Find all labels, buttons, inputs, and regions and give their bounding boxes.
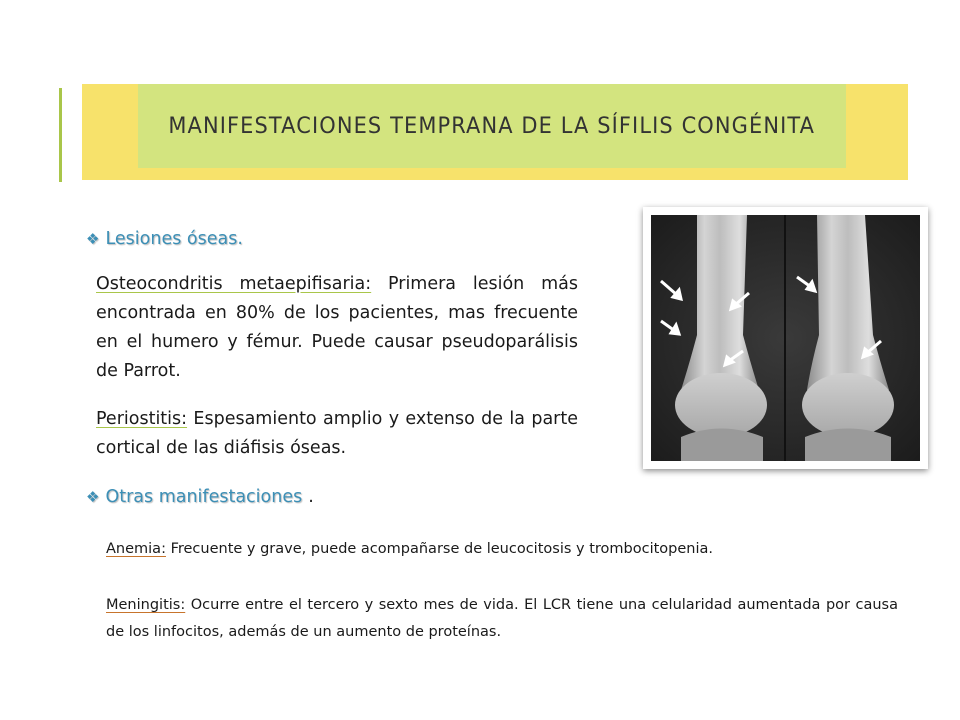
section-heading-text: Otras manifestaciones xyxy=(105,487,303,507)
paragraph-meningitis xyxy=(106,592,898,646)
diamond-bullet-icon: ❖ xyxy=(86,229,100,248)
paragraph-text: Ocurre entre el tercero y sexto mes de vida. El LCR tiene una celularidad aumentada por causa de los linfocitos, además de un aumento de proteínas. xyxy=(106,597,898,640)
section-heading-otras xyxy=(86,487,314,507)
term-label: Periostitis: xyxy=(96,409,188,429)
paragraph-text: Frecuente y grave, puede acompañarse de leucocitosis y trombocitopenia. xyxy=(165,541,713,557)
paragraph-periostitis xyxy=(96,405,578,463)
paragraph-osteocondritis xyxy=(96,270,578,386)
title-accent-line xyxy=(59,88,62,182)
diamond-bullet-icon: ❖ xyxy=(86,487,100,506)
section-heading-suffix: . xyxy=(308,487,314,507)
section-heading-lesiones xyxy=(86,229,243,249)
title-box xyxy=(138,84,846,168)
section-heading-text: Lesiones óseas. xyxy=(105,229,243,249)
paragraph-text: Primera lesión más encontrada en 80% de los pacientes, mas frecuente en el humero y fémur. Puede causar pseudoparálisis de Parrot. xyxy=(96,274,578,381)
xray-femur-image xyxy=(651,215,920,461)
paragraph-text: Espesamiento amplio y extenso de la parte cortical de las diáfisis óseas. xyxy=(96,409,578,458)
xray-image-frame xyxy=(643,207,928,469)
right-femur-condyle xyxy=(802,373,894,437)
paragraph-anemia xyxy=(106,536,898,563)
slide-title: MANIFESTACIONES TEMPRANA DE LA SÍFILIS CONGÉNITA xyxy=(168,113,816,139)
term-label: Anemia: xyxy=(106,541,166,557)
term-label: Meningitis: xyxy=(106,597,186,613)
left-femur-condyle xyxy=(675,373,767,437)
term-label: Osteocondritis metaepifisaria: xyxy=(96,274,372,294)
